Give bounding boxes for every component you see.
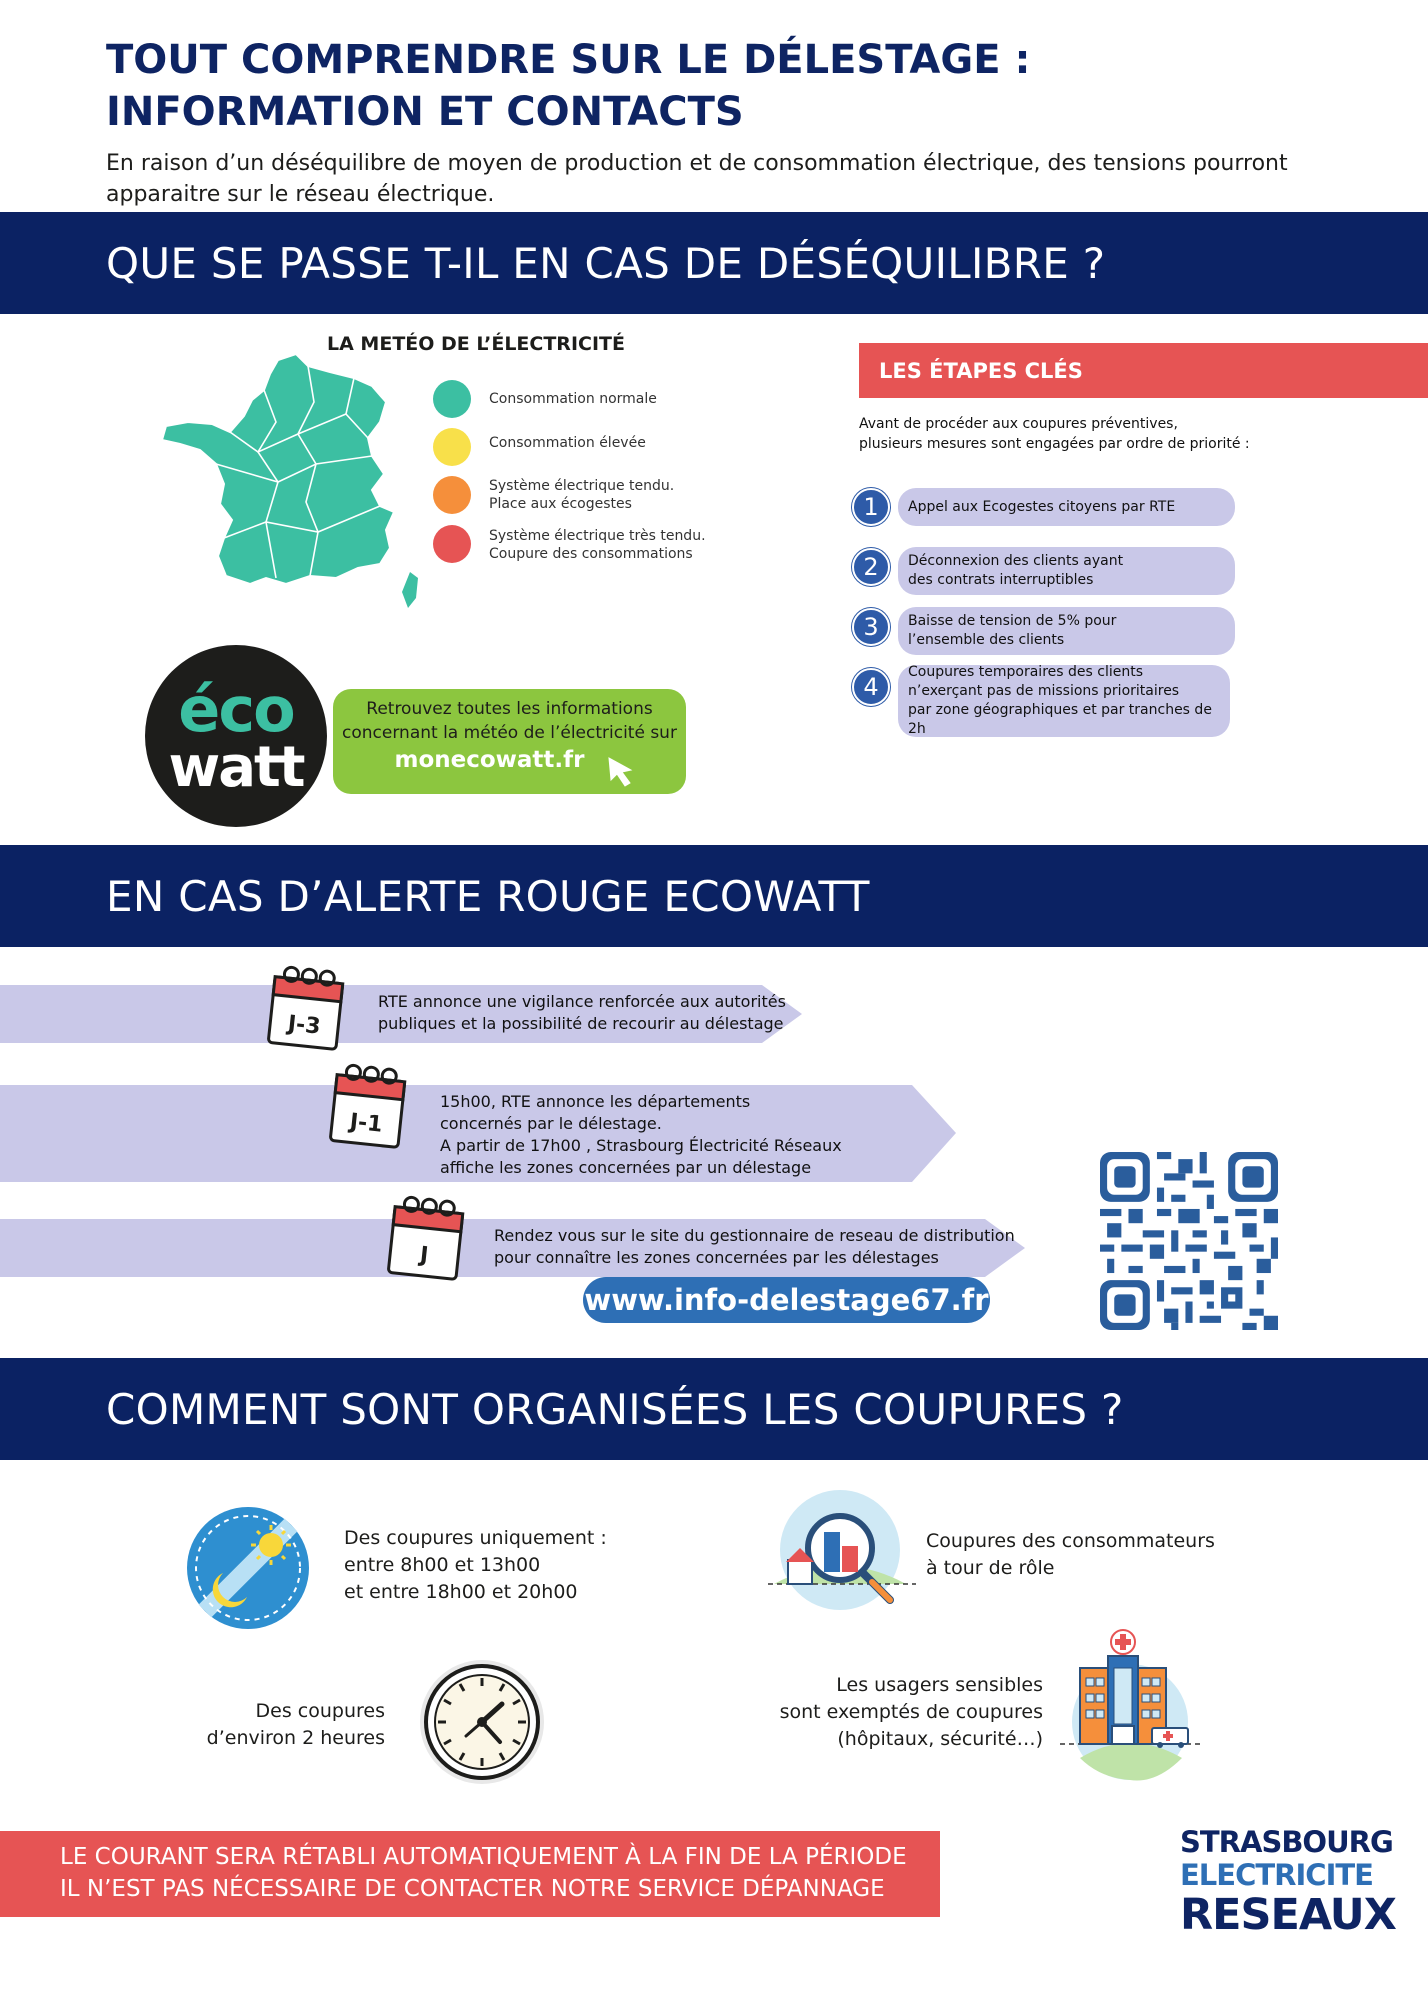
step-1-pill: Appel aux Ecogestes citoyens par RTE	[898, 488, 1235, 526]
logo-line-strasbourg: STRASBOURG	[1180, 1825, 1393, 1859]
step-4-pill: Coupures temporaires des clients n’exerçant pas de missions prioritaires par zone géographiques et par tranches de 2h	[898, 665, 1230, 737]
ecowatt-logo	[145, 645, 327, 827]
clock-icon	[418, 1658, 546, 1786]
legend-dot-elevee	[433, 428, 471, 466]
logo-line-reseaux: RESEAUX	[1180, 1890, 1396, 1940]
monecowatt-link[interactable]: monecowatt.fr	[394, 747, 585, 773]
ecowatt-info-box[interactable]: Retrouvez toutes les informations concernant la météo de l’électricité sur monecowatt.fr	[333, 689, 686, 794]
day-night-icon	[185, 1505, 311, 1631]
step-4-number: 4	[852, 668, 890, 706]
page-title	[106, 34, 1030, 138]
meteo-title: LA METÉO DE L’ÉLECTRICITÉ	[327, 333, 625, 355]
page-title-line2: INFORMATION ET CONTACTS	[106, 89, 744, 135]
logo-line-electricite: ELECTRICITE	[1180, 1858, 1373, 1892]
step-3-number: 3	[852, 608, 890, 646]
section-title-coupures: COMMENT SONT ORGANISÉES LES COUPURES ?	[106, 1384, 1124, 1434]
sensitive-users-text: Les usagers sensibles sont exemptés de coupures (hôpitaux, sécurité…)	[779, 1674, 1043, 1750]
steps-intro: Avant de procéder aux coupures préventives, plusieurs mesures sont engagées par ordre de priorité :	[859, 416, 1250, 452]
legend-text-tres-tendu: Système électrique très tendu. Coupure des consommations	[489, 528, 706, 562]
restore-notice: LE COURANT SERA RÉTABLI AUTOMATIQUEMENT À LA FIN DE LA PÉRIODE IL N’EST PAS NÉCESSAIRE DE CONTACTER NOTRE SERVICE DÉPANNAGE	[0, 1831, 940, 1917]
legend-text-elevee: Consommation élevée	[489, 435, 646, 451]
info-delestage-link[interactable]: www.info-delestage67.fr	[583, 1277, 990, 1323]
hours-text: Des coupures uniquement : entre 8h00 et 13h00 et entre 18h00 et 20h00	[344, 1527, 607, 1603]
legend-text-tendu: Système électrique tendu. Place aux écogestes	[489, 478, 675, 512]
step-2-number: 2	[852, 548, 890, 586]
duration-text: Des coupures d’environ 2 heures	[206, 1700, 385, 1749]
step-3-pill: Baisse de tension de 5% pour l’ensemble des clients	[898, 607, 1235, 655]
calendar-label-j3: J-3	[286, 1011, 322, 1040]
intro-text: En raison d’un déséquilibre de moyen de production et de consommation électrique, des tensions pourront apparaitre sur le réseau électrique.	[106, 151, 1288, 207]
calendar-label-j: J	[418, 1242, 430, 1269]
hospital-icon	[1060, 1628, 1204, 1784]
ecowatt-logo-watt: watt	[168, 735, 304, 800]
legend-dot-normal	[433, 380, 471, 418]
france-map	[158, 352, 428, 612]
step-2-pill: Déconnexion des clients ayant des contrats interruptibles	[898, 547, 1235, 595]
legend-text-normal: Consommation normale	[489, 391, 657, 407]
timeline-text-j: Rendez vous sur le site du gestionnaire de reseau de distribution pour connaître les zones concernées par les délestages	[494, 1226, 1015, 1267]
ecowatt-logo-eco: éco	[178, 673, 294, 746]
calendar-icon-j	[370, 1192, 480, 1284]
strasbourg-electricite-logo	[1180, 1825, 1396, 1940]
calendar-icon-j1	[312, 1060, 422, 1152]
page-title-line1: TOUT COMPRENDRE SUR LE DÉLESTAGE :	[106, 37, 1031, 83]
legend-dot-tendu	[433, 476, 471, 514]
qr-code[interactable]	[1100, 1152, 1278, 1330]
corsica-shape	[402, 572, 418, 608]
legend-dot-tres-tendu	[433, 525, 471, 563]
step-1-number: 1	[852, 488, 890, 526]
calendar-label-j1: J-1	[348, 1109, 384, 1138]
section-band-coupures	[0, 1358, 1428, 1460]
timeline-text-j3: RTE annonce une vigilance renforcée aux autorités publiques et la possibilité de recourir au délestage	[378, 992, 786, 1033]
section-band-desequilibre	[0, 212, 1428, 314]
steps-header: LES ÉTAPES CLÉS	[859, 343, 1428, 398]
section-title-desequilibre: QUE SE PASSE T-IL EN CAS DE DÉSÉQUILIBRE ?	[106, 238, 1106, 288]
timeline-text-j1: 15h00, RTE annonce les départements concernés par le délestage. A partir de 17h00 , Strasbourg Électricité Réseaux affiche les zones concernées par un délestage	[440, 1092, 842, 1177]
city-magnifier-icon	[768, 1488, 916, 1620]
section-title-alerte: EN CAS D’ALERTE ROUGE ECOWATT	[106, 871, 870, 921]
calendar-icon-j3	[250, 962, 360, 1054]
cursor-arrow-icon	[605, 754, 639, 788]
rotation-text: Coupures des consommateurs à tour de rôle	[926, 1530, 1215, 1579]
section-band-alerte	[0, 845, 1428, 947]
france-map-shape	[162, 354, 394, 584]
